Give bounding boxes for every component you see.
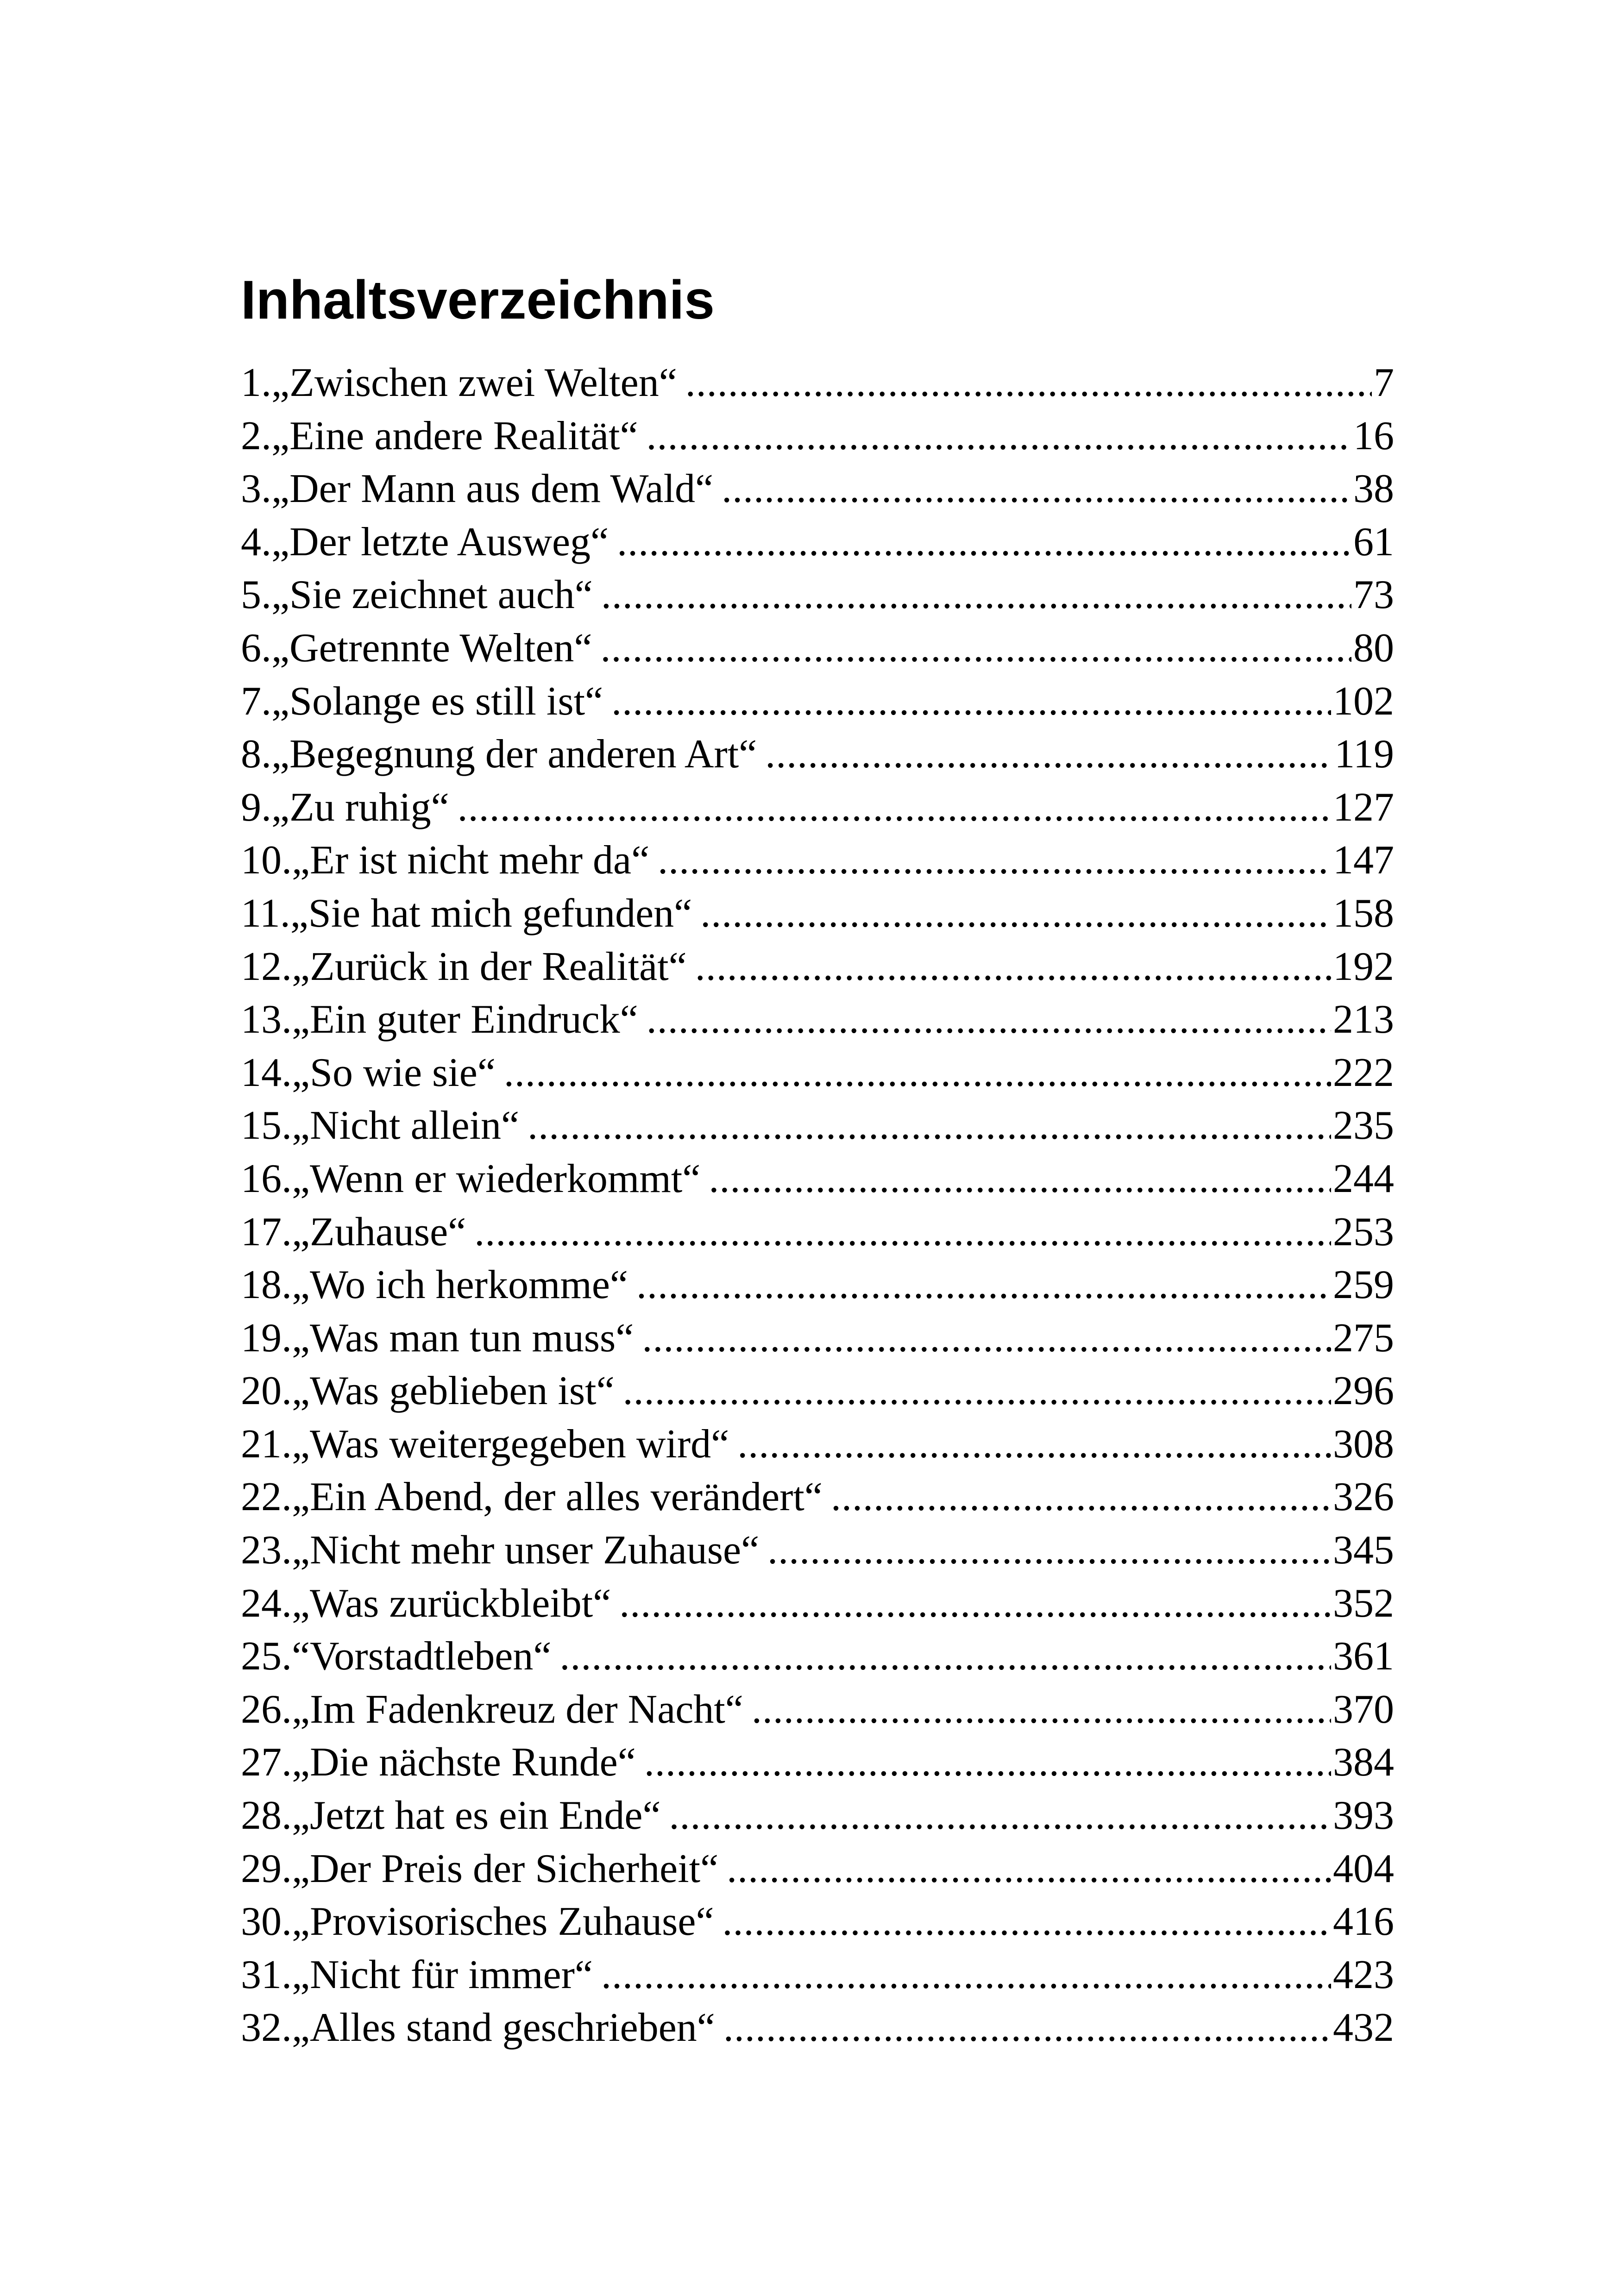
dot-leader xyxy=(559,1630,1331,1683)
toc-entry-10 xyxy=(241,834,1394,887)
toc-entry-page-number: 259 xyxy=(1333,1262,1394,1308)
dot-leader xyxy=(737,1418,1331,1471)
toc-entry-page-number: 253 xyxy=(1333,1209,1394,1255)
toc-entry-23 xyxy=(241,1524,1394,1577)
toc-entry-page-number: 147 xyxy=(1333,838,1394,883)
toc-entry-page-number: 119 xyxy=(1334,732,1394,777)
dot-leader xyxy=(647,410,1351,463)
dot-leader xyxy=(600,622,1351,675)
toc-entry-label: 20.„Was geblieben ist“ xyxy=(241,1368,615,1414)
toc-entry-page-number: 127 xyxy=(1333,784,1394,830)
dot-leader xyxy=(831,1471,1331,1524)
toc-entry-16 xyxy=(241,1153,1394,1206)
toc-entry-9 xyxy=(241,781,1394,834)
toc-entry-label: 23.„Nicht mehr unser Zuhause“ xyxy=(241,1528,760,1573)
toc-entry-page-number: 423 xyxy=(1333,1952,1394,1997)
toc-entry-24 xyxy=(241,1577,1394,1631)
table-of-contents xyxy=(241,357,1394,2055)
toc-entry-label: 18.„Wo ich herkomme“ xyxy=(241,1262,628,1308)
toc-entry-label: 1.„Zwischen zwei Welten“ xyxy=(241,360,677,405)
dot-leader xyxy=(636,1259,1331,1312)
toc-entry-page-number: 326 xyxy=(1333,1474,1394,1520)
toc-entry-page-number: 361 xyxy=(1333,1634,1394,1679)
dot-leader xyxy=(601,569,1351,622)
toc-entry-label: 27.„Die nächste Runde“ xyxy=(241,1740,636,1785)
toc-entry-page-number: 345 xyxy=(1333,1528,1394,1573)
toc-entry-label: 9.„Zu ruhig“ xyxy=(241,784,449,830)
toc-entry-label: 24.„Was zurückbleibt“ xyxy=(241,1581,611,1626)
toc-entry-label: 30.„Provisorisches Zuhause“ xyxy=(241,1899,714,1945)
toc-entry-label: 3.„Der Mann aus dem Wald“ xyxy=(241,466,714,512)
toc-entry-label: 7.„Solange es still ist“ xyxy=(241,678,603,724)
toc-entry-20 xyxy=(241,1365,1394,1418)
toc-entry-3 xyxy=(241,463,1394,516)
toc-entry-page-number: 370 xyxy=(1333,1687,1394,1732)
toc-entry-page-number: 432 xyxy=(1333,2005,1394,2051)
toc-entry-27 xyxy=(241,1736,1394,1789)
toc-entry-15 xyxy=(241,1099,1394,1153)
toc-entry-17 xyxy=(241,1206,1394,1259)
toc-entry-page-number: 102 xyxy=(1333,678,1394,724)
toc-entry-label: 21.„Was weitergegeben wird“ xyxy=(241,1421,729,1467)
toc-entry-label: 6.„Getrennte Welten“ xyxy=(241,625,592,671)
toc-entry-label: 12.„Zurück in der Realität“ xyxy=(241,944,687,989)
dot-leader xyxy=(619,1577,1331,1631)
toc-entry-5 xyxy=(241,569,1394,622)
toc-entry-page-number: 416 xyxy=(1333,1899,1394,1945)
toc-entry-2 xyxy=(241,410,1394,463)
dot-leader xyxy=(722,463,1351,516)
dot-leader xyxy=(474,1206,1331,1259)
toc-entry-28 xyxy=(241,1789,1394,1843)
dot-leader xyxy=(669,1789,1331,1843)
toc-entry-8 xyxy=(241,728,1394,781)
toc-entry-page-number: 192 xyxy=(1333,944,1394,989)
dot-leader xyxy=(623,1365,1331,1418)
toc-entry-page-number: 308 xyxy=(1333,1421,1394,1467)
toc-entry-4 xyxy=(241,516,1394,569)
toc-entry-page-number: 404 xyxy=(1333,1846,1394,1891)
toc-entry-11 xyxy=(241,887,1394,941)
dot-leader xyxy=(685,357,1372,410)
toc-entry-label: 22.„Ein Abend, der alles verändert“ xyxy=(241,1474,823,1520)
toc-entry-page-number: 296 xyxy=(1333,1368,1394,1414)
dot-leader xyxy=(723,2001,1331,2055)
toc-entry-label: 31.„Nicht für immer“ xyxy=(241,1952,593,1997)
toc-entry-32 xyxy=(241,2001,1394,2055)
toc-entry-label: 11.„Sie hat mich gefunden“ xyxy=(241,891,692,936)
dot-leader xyxy=(765,728,1332,781)
toc-entry-label: 16.„Wenn er wiederkommt“ xyxy=(241,1156,701,1201)
toc-entry-page-number: 275 xyxy=(1333,1315,1394,1361)
dot-leader xyxy=(709,1153,1331,1206)
dot-leader xyxy=(617,516,1351,569)
dot-leader xyxy=(644,1736,1331,1789)
toc-entry-page-number: 7 xyxy=(1374,360,1394,405)
toc-entry-12 xyxy=(241,941,1394,994)
dot-leader xyxy=(723,1895,1331,1949)
dot-leader xyxy=(601,1949,1331,2002)
dot-leader xyxy=(504,1047,1331,1100)
toc-entry-label: 10.„Er ist nicht mehr da“ xyxy=(241,838,650,883)
toc-entry-14 xyxy=(241,1047,1394,1100)
toc-entry-page-number: 38 xyxy=(1353,466,1394,512)
toc-entry-label: 17.„Zuhause“ xyxy=(241,1209,466,1255)
toc-entry-page-number: 61 xyxy=(1353,519,1394,565)
toc-entry-6 xyxy=(241,622,1394,675)
toc-entry-18 xyxy=(241,1259,1394,1312)
toc-entry-page-number: 73 xyxy=(1353,572,1394,618)
toc-entry-label: 14.„So wie sie“ xyxy=(241,1050,496,1095)
toc-entry-label: 5.„Sie zeichnet auch“ xyxy=(241,572,593,618)
toc-entry-label: 15.„Nicht allein“ xyxy=(241,1103,520,1148)
toc-entry-label: 32.„Alles stand geschrieben“ xyxy=(241,2005,715,2051)
toc-entry-label: 25.“Vorstadtleben“ xyxy=(241,1634,552,1679)
toc-entry-label: 2.„Eine andere Realität“ xyxy=(241,413,638,458)
toc-entry-page-number: 384 xyxy=(1333,1740,1394,1785)
dot-leader xyxy=(528,1099,1331,1153)
page-title: Inhaltsverzeichnis xyxy=(241,270,715,331)
toc-entry-label: 19.„Was man tun muss“ xyxy=(241,1315,634,1361)
toc-entry-22 xyxy=(241,1471,1394,1524)
toc-entry-page-number: 158 xyxy=(1333,891,1394,936)
dot-leader xyxy=(611,675,1331,728)
toc-entry-26 xyxy=(241,1683,1394,1737)
toc-entry-page-number: 235 xyxy=(1333,1103,1394,1148)
toc-entry-30 xyxy=(241,1895,1394,1949)
toc-entry-label: 29.„Der Preis der Sicherheit“ xyxy=(241,1846,719,1891)
dot-leader xyxy=(695,941,1331,994)
toc-entry-31 xyxy=(241,1949,1394,2002)
dot-leader xyxy=(752,1683,1331,1737)
toc-entry-1 xyxy=(241,357,1394,410)
toc-entry-page-number: 222 xyxy=(1333,1050,1394,1095)
toc-entry-25 xyxy=(241,1630,1394,1683)
dot-leader xyxy=(642,1312,1331,1365)
toc-entry-13 xyxy=(241,993,1394,1047)
dot-leader xyxy=(767,1524,1331,1577)
dot-leader xyxy=(647,993,1331,1047)
dot-leader xyxy=(700,887,1331,941)
toc-entry-page-number: 16 xyxy=(1353,413,1394,458)
toc-entry-page-number: 393 xyxy=(1333,1793,1394,1838)
toc-entry-21 xyxy=(241,1418,1394,1471)
toc-entry-19 xyxy=(241,1312,1394,1365)
toc-entry-label: 4.„Der letzte Ausweg“ xyxy=(241,519,609,565)
toc-entry-label: 26.„Im Fadenkreuz der Nacht“ xyxy=(241,1687,743,1732)
toc-entry-page-number: 244 xyxy=(1333,1156,1394,1201)
toc-entry-label: 8.„Begegnung der anderen Art“ xyxy=(241,732,757,777)
dot-leader xyxy=(658,834,1331,887)
toc-entry-label: 13.„Ein guter Eindruck“ xyxy=(241,997,638,1042)
toc-entry-page-number: 352 xyxy=(1333,1581,1394,1626)
toc-entry-page-number: 80 xyxy=(1353,625,1394,671)
toc-entry-7 xyxy=(241,675,1394,728)
toc-entry-label: 28.„Jetzt hat es ein Ende“ xyxy=(241,1793,661,1838)
toc-entry-29 xyxy=(241,1843,1394,1896)
dot-leader xyxy=(458,781,1331,834)
toc-entry-page-number: 213 xyxy=(1333,997,1394,1042)
dot-leader xyxy=(727,1843,1331,1896)
